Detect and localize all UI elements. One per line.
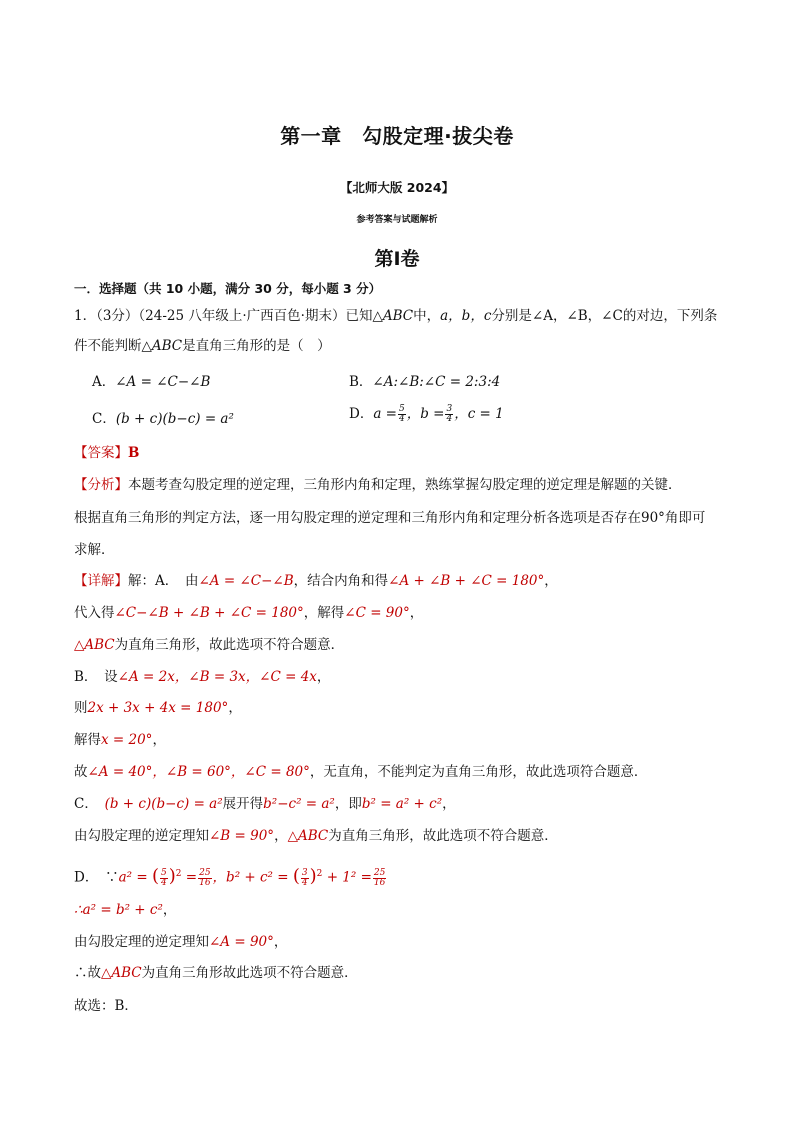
answer-subtitle: 参考答案与试题解析 bbox=[356, 215, 438, 225]
math-expr: ∠C = 90° bbox=[344, 605, 410, 621]
page-title: 第一章 勾股定理·拔尖卷 bbox=[280, 124, 514, 148]
frac-num: 3 bbox=[301, 867, 308, 878]
question-stem-line-1 bbox=[74, 306, 717, 326]
detail-text: 为直角三角形，故此选项不符合题意． bbox=[328, 828, 558, 844]
detail-text: ∴故 bbox=[74, 965, 101, 981]
math-expr: ∴a² = b² + c² bbox=[74, 902, 163, 918]
detail-text: ， bbox=[442, 796, 456, 812]
option-b-label: B． bbox=[349, 374, 373, 390]
detail-text: ， bbox=[544, 573, 558, 589]
option-c-text: (b + c)(b−c) = a² bbox=[115, 411, 234, 427]
frac-den: 4 bbox=[446, 414, 453, 424]
detail-c-line-2 bbox=[74, 826, 558, 846]
detail-text: D． ∵ bbox=[74, 869, 119, 886]
stem-tail: 分别是∠A，∠B，∠C的对边，下列条 bbox=[491, 308, 718, 324]
frac-den: 4 bbox=[160, 877, 167, 888]
math-expr: ∠C−∠B + ∠B + ∠C = 180° bbox=[114, 605, 304, 621]
final-answer: 故选：B． bbox=[74, 998, 138, 1014]
detail-text: ， bbox=[152, 732, 166, 748]
section-heading: 一．选择题（共 10 小题，满分 30 分，每小题 3 分） bbox=[74, 281, 382, 296]
detail-a-line-2 bbox=[74, 603, 423, 623]
stem-text-2: 件不能判断 bbox=[74, 338, 142, 354]
analysis-text-1: 本题考查勾股定理的逆定理，三角形内角和定理，熟练掌握勾股定理的逆定理是解题的关键． bbox=[128, 477, 682, 493]
math-expr: ∠A = 90° bbox=[209, 934, 274, 950]
frac-num: 25 bbox=[373, 867, 386, 878]
analysis-line-3: 求解． bbox=[74, 542, 115, 558]
option-d-c: ，c = 1 bbox=[454, 406, 504, 422]
analysis-label: 【分析】 bbox=[74, 477, 128, 493]
question-number: 1．（3分）（24-25 八年级上·广西百色·期末）已知 bbox=[74, 308, 373, 324]
detail-d-line-4 bbox=[74, 963, 358, 983]
frac-num: 5 bbox=[160, 867, 167, 878]
detail-text: 则 bbox=[74, 700, 88, 716]
paren-open: ( bbox=[292, 865, 300, 887]
option-c bbox=[92, 407, 234, 427]
option-a-text: ∠A = ∠C−∠B bbox=[115, 374, 211, 390]
detail-text: ，解得 bbox=[303, 605, 345, 621]
question-stem-line-2 bbox=[74, 336, 331, 356]
detail-b-line-2 bbox=[74, 698, 242, 718]
math-expr: ∠A = ∠C−∠B bbox=[198, 573, 294, 589]
volume-heading: 第Ⅰ卷 bbox=[374, 248, 420, 270]
detail-a-line-1 bbox=[74, 571, 558, 591]
stem-tail-2: 是直角三角形的是（ ） bbox=[182, 338, 331, 354]
detail-text: ， bbox=[409, 605, 424, 621]
fraction-3-4 bbox=[445, 405, 453, 424]
option-a-label: A． bbox=[92, 374, 116, 390]
math-expr: ∠B = 90° bbox=[209, 828, 275, 844]
detail-text: 由勾股定理的逆定理知 bbox=[74, 828, 209, 844]
analysis-line-2: 根据直角三角形的判定方法，逐一用勾股定理的逆定理和三角形内角和定理分析各选项是否存在90°角即可 bbox=[74, 510, 706, 526]
math-expr: △ABC bbox=[287, 828, 329, 844]
detail-d-line-1 bbox=[74, 862, 387, 890]
frac-den: 4 bbox=[398, 414, 405, 424]
detail-text: C． bbox=[74, 796, 105, 812]
triangle-abc: △ABC bbox=[372, 308, 414, 324]
detail-text: ， bbox=[316, 669, 331, 685]
edition-label: 【北师大版 2024】 bbox=[339, 180, 455, 195]
option-d-b: ，b = bbox=[406, 406, 445, 422]
frac-num: 5 bbox=[398, 404, 405, 414]
fraction-5-4 bbox=[398, 405, 406, 424]
detail-text: 故 bbox=[74, 764, 88, 780]
exponent-2: 2 bbox=[316, 869, 323, 879]
triangle-abc: △ABC bbox=[141, 338, 183, 354]
detail-text: ， bbox=[228, 700, 242, 716]
math-expr: ∠A = 2x，∠B = 3x，∠C = 4x bbox=[117, 669, 317, 685]
math-expr: x = 20° bbox=[101, 732, 153, 748]
stem-vars: a，b，c bbox=[440, 308, 492, 324]
answer-line bbox=[74, 443, 139, 463]
detail-text: 解得 bbox=[74, 732, 101, 748]
frac-den: 16 bbox=[199, 877, 211, 888]
frac-num: 25 bbox=[199, 867, 211, 878]
fraction-25-16 bbox=[373, 869, 386, 888]
detail-text: 为直角三角形故此选项不符合题意． bbox=[141, 965, 358, 981]
option-b bbox=[349, 370, 500, 390]
detail-c-line-1 bbox=[74, 794, 456, 814]
detail-text: B． 设 bbox=[74, 669, 118, 685]
detail-b-line-3 bbox=[74, 730, 166, 750]
detail-text: 代入得 bbox=[74, 605, 115, 621]
detail-b-line-4 bbox=[74, 762, 647, 782]
option-c-label: C． bbox=[92, 411, 116, 427]
detail-b-line-1 bbox=[74, 667, 330, 687]
paren-open: ( bbox=[151, 865, 159, 887]
paren-close: ) bbox=[309, 865, 317, 887]
detail-text: 为直角三角形，故此选项不符合题意． bbox=[114, 637, 345, 653]
option-d-a: a = bbox=[373, 406, 397, 422]
math-expr: ，b² + c² = bbox=[212, 869, 289, 886]
answer-value: B bbox=[128, 445, 140, 461]
detail-text: ， bbox=[162, 902, 177, 918]
math-expr: (b + c)(b−c) = a² bbox=[104, 796, 223, 812]
math-expr: b² = a² + c² bbox=[361, 796, 443, 812]
detail-text: ，即 bbox=[334, 796, 362, 812]
math-expr: b²−c² = a² bbox=[263, 796, 335, 812]
math-expr: + 1² = bbox=[326, 869, 372, 886]
detail-text: ， bbox=[273, 934, 288, 950]
math-expr: △ABC bbox=[101, 965, 142, 981]
detail-text: 由勾股定理的逆定理知 bbox=[74, 934, 209, 950]
exponent-2: 2 bbox=[175, 869, 182, 879]
detail-text: ，结合内角和得 bbox=[293, 573, 389, 589]
option-d-label: D． bbox=[349, 406, 374, 422]
detail-d-line-3 bbox=[74, 932, 287, 952]
paren-close: ) bbox=[168, 865, 176, 887]
fraction-3-4 bbox=[301, 869, 309, 888]
option-b-text: ∠A:∠B:∠C = 2:3:4 bbox=[372, 374, 501, 390]
option-a bbox=[92, 370, 210, 390]
fraction-5-4 bbox=[160, 869, 168, 888]
frac-den: 4 bbox=[301, 877, 308, 888]
detail-d-line-2 bbox=[74, 900, 176, 920]
detail-text: ， bbox=[274, 828, 288, 844]
math-expr: ∠A + ∠B + ∠C = 180° bbox=[388, 573, 545, 589]
math-expr: 2x + 3x + 4x = 180° bbox=[87, 700, 229, 716]
detail-text: ，无直角，不能判定为直角三角形，故此选项符合题意． bbox=[309, 764, 648, 780]
answer-label: 【答案】 bbox=[74, 445, 128, 461]
option-d bbox=[349, 402, 504, 424]
frac-den: 16 bbox=[373, 877, 386, 888]
detail-text: 解：A． 由 bbox=[128, 573, 199, 589]
detail-text: 展开得 bbox=[222, 796, 264, 812]
analysis-line-1 bbox=[74, 475, 682, 495]
frac-num: 3 bbox=[446, 404, 453, 414]
math-expr: △ABC bbox=[74, 637, 115, 653]
math-expr: a² = bbox=[118, 869, 148, 886]
detail-a-line-3 bbox=[74, 635, 344, 655]
fraction-25-16 bbox=[198, 869, 211, 888]
stem-text: 中， bbox=[413, 308, 441, 324]
math-expr: ∠A = 40°，∠B = 60°，∠C = 80° bbox=[87, 764, 310, 780]
math-expr: = bbox=[185, 869, 198, 886]
detail-label: 【详解】 bbox=[74, 573, 128, 589]
